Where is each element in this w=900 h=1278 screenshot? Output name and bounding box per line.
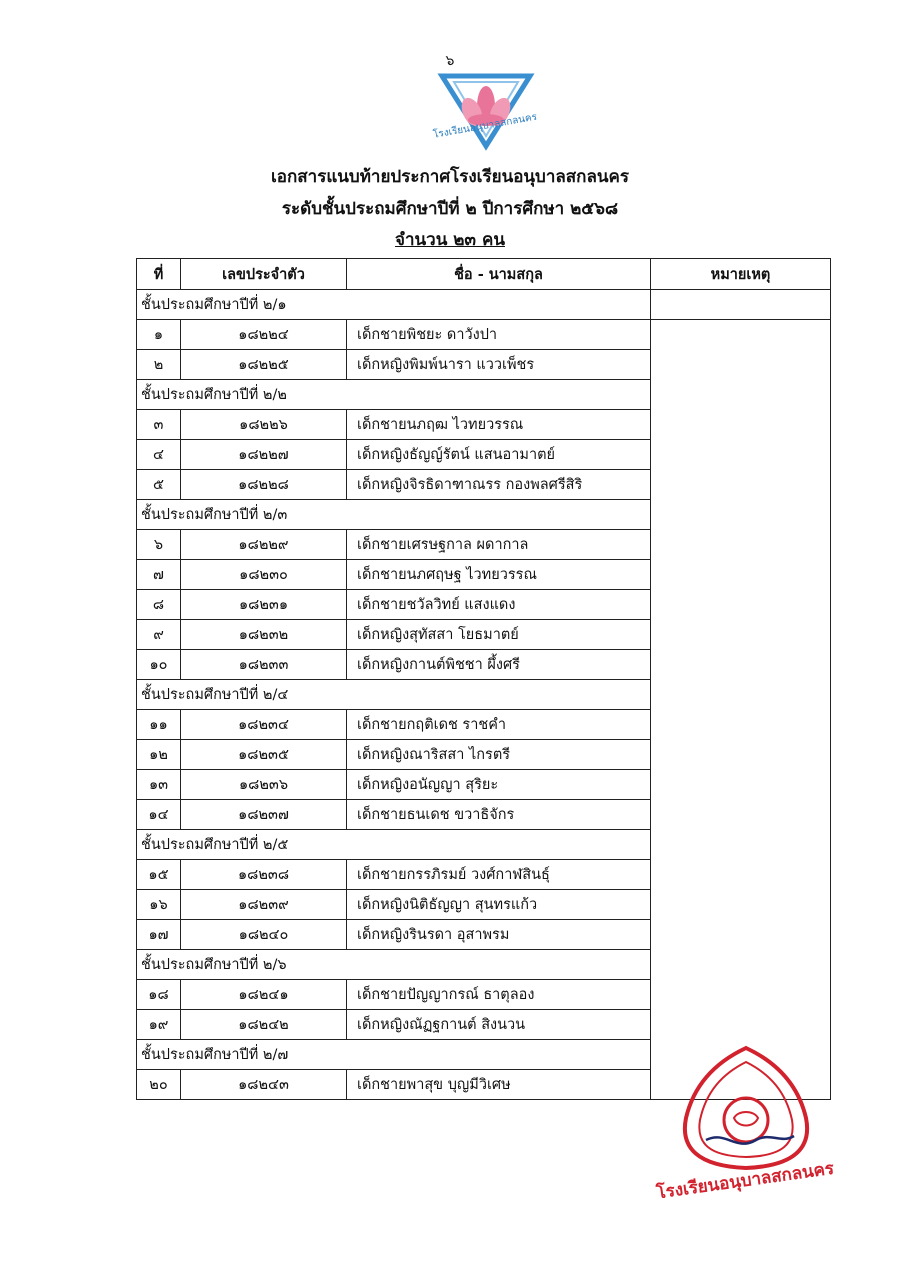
student-number: ๑๐: [137, 650, 181, 680]
student-number: ๑๗: [137, 920, 181, 950]
student-number: ๗: [137, 560, 181, 590]
student-id: ๑๘๒๒๘: [181, 470, 347, 500]
student-name: เด็กหญิงอนัญญา สุริยะ: [347, 770, 651, 800]
student-name: เด็กหญิงจิรธิดาฑาณรร กองพลศรีสิริ: [347, 470, 651, 500]
student-name: เด็กหญิงณัฏฐกานต์ สิงนวน: [347, 1010, 651, 1040]
student-name: เด็กหญิงสุทัสสา โยธมาตย์: [347, 620, 651, 650]
student-id: ๑๘๒๔๑: [181, 980, 347, 1010]
student-id: ๑๘๒๓๒: [181, 620, 347, 650]
student-number: ๔: [137, 440, 181, 470]
student-number: ๑๒: [137, 740, 181, 770]
student-number: ๑๔: [137, 800, 181, 830]
student-name: เด็กชายพิชยะ ดาวังปา: [347, 320, 651, 350]
group-label: ชั้นประถมศึกษาปีที่ ๒/๓: [137, 500, 651, 530]
document-title: เอกสารแนบท้ายประกาศโรงเรียนอนุบาลสกลนคร: [270, 167, 629, 187]
school-seal-stamp: [655, 1040, 836, 1204]
group-label: ชั้นประถมศึกษาปีที่ ๒/๖: [137, 950, 651, 980]
student-id: ๑๘๒๓๑: [181, 590, 347, 620]
student-id: ๑๘๒๓๗: [181, 800, 347, 830]
col-header-no: ที่: [137, 259, 181, 290]
student-name: เด็กชายชวัลวิทย์ แสงแดง: [347, 590, 651, 620]
student-id: ๑๘๒๓๐: [181, 560, 347, 590]
group-label: ชั้นประถมศึกษาปีที่ ๒/๑: [137, 290, 651, 320]
logo-text: โรงเรียนอนุบาลสกลนคร: [432, 111, 538, 141]
student-name: เด็กหญิงณาริสสา ไกรตรี: [347, 740, 651, 770]
table-body: [137, 290, 831, 1100]
student-id: ๑๘๒๒๗: [181, 440, 347, 470]
student-number: ๑๕: [137, 860, 181, 890]
student-id: ๑๘๒๒๖: [181, 410, 347, 440]
student-name: เด็กชายกฤติเดช ราชคำ: [347, 710, 651, 740]
student-number: ๖: [137, 530, 181, 560]
seal-text: โรงเรียนอนุบาลสกลนคร: [655, 1158, 836, 1204]
student-id: ๑๘๒๒๕: [181, 350, 347, 380]
student-name: เด็กชายเศรษฐกาล ผดากาล: [347, 530, 651, 560]
student-id: ๑๘๒๓๖: [181, 770, 347, 800]
student-name: เด็กหญิงนิติธัญญา สุนทรแก้ว: [347, 890, 651, 920]
student-id: ๑๘๒๓๙: [181, 890, 347, 920]
student-name: เด็กหญิงพิมพ์นารา แววเพ็ชร: [347, 350, 651, 380]
col-header-remark: หมายเหตุ: [651, 259, 831, 290]
remark-cell: [651, 290, 831, 320]
student-table: [136, 258, 831, 1100]
group-header-row: [137, 290, 831, 320]
student-name: เด็กชายนภศฤษฐ ไวทยวรรณ: [347, 560, 651, 590]
student-name: เด็กชายพาสุข บุญมีวิเศษ: [347, 1070, 651, 1100]
group-label: ชั้นประถมศึกษาปีที่ ๒/๕: [137, 830, 651, 860]
page-number: ๖: [445, 53, 455, 69]
student-number: ๙: [137, 620, 181, 650]
student-number: ๑: [137, 320, 181, 350]
col-header-name: ชื่อ - นามสกุล: [347, 259, 651, 290]
student-id: ๑๘๒๒๙: [181, 530, 347, 560]
student-name: เด็กชายนภฤฒ ไวทยวรรณ: [347, 410, 651, 440]
table-header-row: [137, 259, 831, 290]
student-id: ๑๘๒๔๒: [181, 1010, 347, 1040]
student-id: ๑๘๒๓๕: [181, 740, 347, 770]
student-name: เด็กหญิงกานต์พิชชา ผึ้งศรี: [347, 650, 651, 680]
student-number: ๒: [137, 350, 181, 380]
group-label: ชั้นประถมศึกษาปีที่ ๒/๒: [137, 380, 651, 410]
student-name: เด็กชายกรรภิรมย์ วงศ์กาฬสินธุ์: [347, 860, 651, 890]
student-name: เด็กชายธนเดช ขวาธิจักร: [347, 800, 651, 830]
student-number: ๑๙: [137, 1010, 181, 1040]
group-label: ชั้นประถมศึกษาปีที่ ๒/๔: [137, 680, 651, 710]
table-row: [137, 320, 831, 350]
document-subtitle: ระดับชั้นประถมศึกษาปีที่ ๒ ปีการศึกษา ๒๕๖๘: [281, 199, 619, 219]
student-name: เด็กหญิงรินรดา อุสาพรม: [347, 920, 651, 950]
group-label: ชั้นประถมศึกษาปีที่ ๒/๗: [137, 1040, 651, 1070]
student-number: ๘: [137, 590, 181, 620]
student-name: เด็กหญิงธัญญ์รัตน์ แสนอามาตย์: [347, 440, 651, 470]
student-id: ๑๘๒๓๓: [181, 650, 347, 680]
student-id: ๑๘๒๔๓: [181, 1070, 347, 1100]
student-number: ๕: [137, 470, 181, 500]
student-number: ๑๓: [137, 770, 181, 800]
student-name: เด็กชายปัญญากรณ์ ธาตุลอง: [347, 980, 651, 1010]
student-id: ๑๘๒๓๘: [181, 860, 347, 890]
student-id: ๑๘๒๓๔: [181, 710, 347, 740]
student-id: ๑๘๒๒๔: [181, 320, 347, 350]
student-number: ๑๘: [137, 980, 181, 1010]
col-header-id: เลขประจำตัว: [181, 259, 347, 290]
student-number: ๑๖: [137, 890, 181, 920]
student-id: ๑๘๒๔๐: [181, 920, 347, 950]
student-number: ๑๑: [137, 710, 181, 740]
student-number: ๓: [137, 410, 181, 440]
student-count: จำนวน ๒๓ คน: [395, 230, 505, 250]
remark-column: [651, 320, 831, 1100]
student-number: ๒๐: [137, 1070, 181, 1100]
